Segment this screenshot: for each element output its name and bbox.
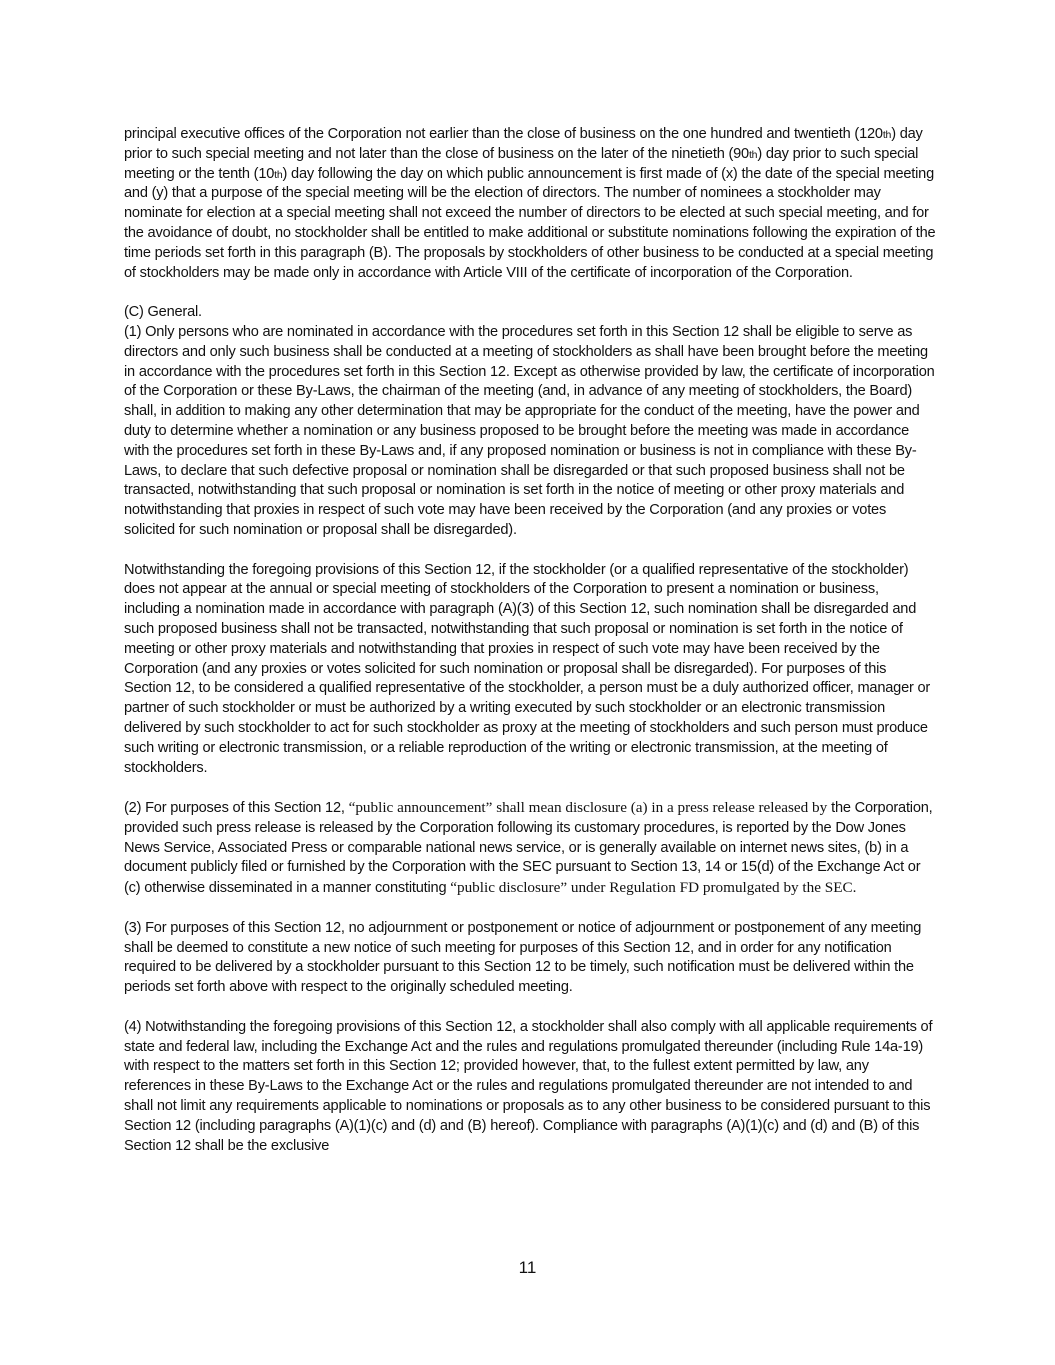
ordinal-suffix: th [274, 168, 283, 181]
text-run: principal executive offices of the Corporation not earlier than the close of business on the one hundred and twentieth (120 [124, 126, 883, 142]
section-heading-general: (C) General. [124, 304, 202, 321]
document-body [124, 125, 936, 1156]
text-run: (2) For purposes of this Section 12, [124, 800, 349, 817]
text-run-serif: “public disclosure” under Regulation FD promulgated by the SEC. [450, 879, 857, 897]
text-run: the Corporation, provided such press release is released by the Corporation following its customary procedures, is reported by the Dow Jones News Service, Associated Press or comparable national news service, or is generally available on internet news sites, (b) in a document publicly filed or furnished by the Corporation with the SEC pursuant to Section 13, 14 or 15(d) of the Exchange Act or (c) otherwise disseminated in a manner constituting [124, 800, 933, 897]
paragraph-compliance: (4) Notwithstanding the foregoing provisions of this Section 12, a stockholder shall also comply with all applicable requirements of state and federal law, including the Exchange Act and the rules and regulations promulgated thereunder (including Rule 14a-19) with respect to the matters set forth in this Section 12; provided however, that, to the fullest extent permitted by law, any references in these By-Laws to the Exchange Act or the rules and regulations promulgated thereunder are not intended to and shall not limit any requirements applicable to nominations or proposals as to any other business to be considered pursuant to this Section 12 (including paragraphs (A)(1)(c) and (d) and (B) hereof). Compliance with paragraphs (A)(1)(c) and (d) and (B) of this Section 12 shall be the exclusive [124, 1018, 933, 1154]
text-run-serif: “public announcement” shall mean disclosure (a) in a press release released by [348, 799, 828, 817]
text-run: ) day prior to such special meeting or the tenth (10 [124, 145, 919, 182]
paragraph-general-1: (1) Only persons who are nominated in accordance with the procedures set forth in this Section 12 shall be eligible to serve as directors and only such business shall be conducted at a meeting of stockholders as shall have been brought before the meeting in accordance with the procedures set forth in this Section 12. Except as otherwise provided by law, the certificate of incorporation of the Corporation or these By-Laws, the chairman of the meeting (and, in advance of any meeting of stockholders, the Board) shall, in addition to making any other determination that may be appropriate for the conduct of the meeting, have the power and duty to determine whether a nomination or any business proposed to be brought before the meeting was made in accordance with the procedures set forth in these By-Laws and, if any proposed nomination or business is not in compliance with these By-Laws, to declare that such defective proposal or nomination shall be disregarded or that such proposed business shall not be transacted, notwithstanding that such proposal or nomination is set forth in the notice of meeting or other proxy materials and notwithstanding that proxies in respect of such vote may have been received by the Corporation (and any proxies or votes solicited for such nomination or proposal shall be disregarded). [124, 323, 935, 538]
text-run: ) day following the day on which public announcement is first made of (x) the date of the special meeting and (y) that a purpose of the special meeting will be the election of directors. The number of nominees a stockholder may nominate for election at a special meeting shall not exceed the number of directors to be elected at such special meeting, and for the avoidance of doubt, no stockholder shall be entitled to make additional or substitute nominations following the expiration of the time periods set forth in this paragraph (B). The proposals by stockholders of other business to be conducted at a special meeting of stockholders may be made only in accordance with Article VIII of the certificate of incorporation of the Corporation. [124, 165, 936, 281]
text-run: ) day prior to such special meeting and not later than the close of business on the later of the ninetieth (90 [124, 126, 923, 162]
ordinal-suffix: th [748, 148, 758, 161]
ordinal-suffix: th [882, 129, 892, 141]
paragraph-notwithstanding: Notwithstanding the foregoing provisions of this Section 12, if the stockholder (or a qualified representative of the stockholder) does not appear at the annual or special meeting of stockholders of the Corporation to present a nomination or business, including a nomination made in accordance with paragraph (A)(3) of this Section 12, such nomination shall be disregarded and such proposed business shall not be transacted, notwithstanding that such proposal or nomination is set forth in the notice of meeting or other proxy materials and notwithstanding that proxies in respect of such vote may have been received by the Corporation (and any proxies or votes solicited for such nomination or proposal shall be disregarded). For purposes of this Section 12, to be considered a qualified representative of the stockholder, a person must be a duly authorized officer, manager or partner of such stockholder or must be authorized by a writing executed by such stockholder or an electronic transmission delivered by such stockholder to act for such stockholder as proxy at the meeting of stockholders and such person must produce such writing or electronic transmission, or a reliable reproduction of the writing or electronic transmission, at the meeting of stockholders. [124, 561, 931, 776]
paragraph-public-announcement [124, 798, 936, 899]
page-number: 11 [518, 1258, 537, 1277]
paragraph-adjournment: (3) For purposes of this Section 12, no adjournment or postponement or notice of adjournment or postponement of any meeting shall be deemed to constitute a new notice of such meeting for purposes of this Section 12, and in order for any notification required to be delivered by a stockholder pursuant to this Section 12 to be timely, such notification must be delivered within the periods set forth above with respect to the originally scheduled meeting. [124, 919, 922, 996]
paragraph-special-meeting-nominations [124, 125, 936, 283]
